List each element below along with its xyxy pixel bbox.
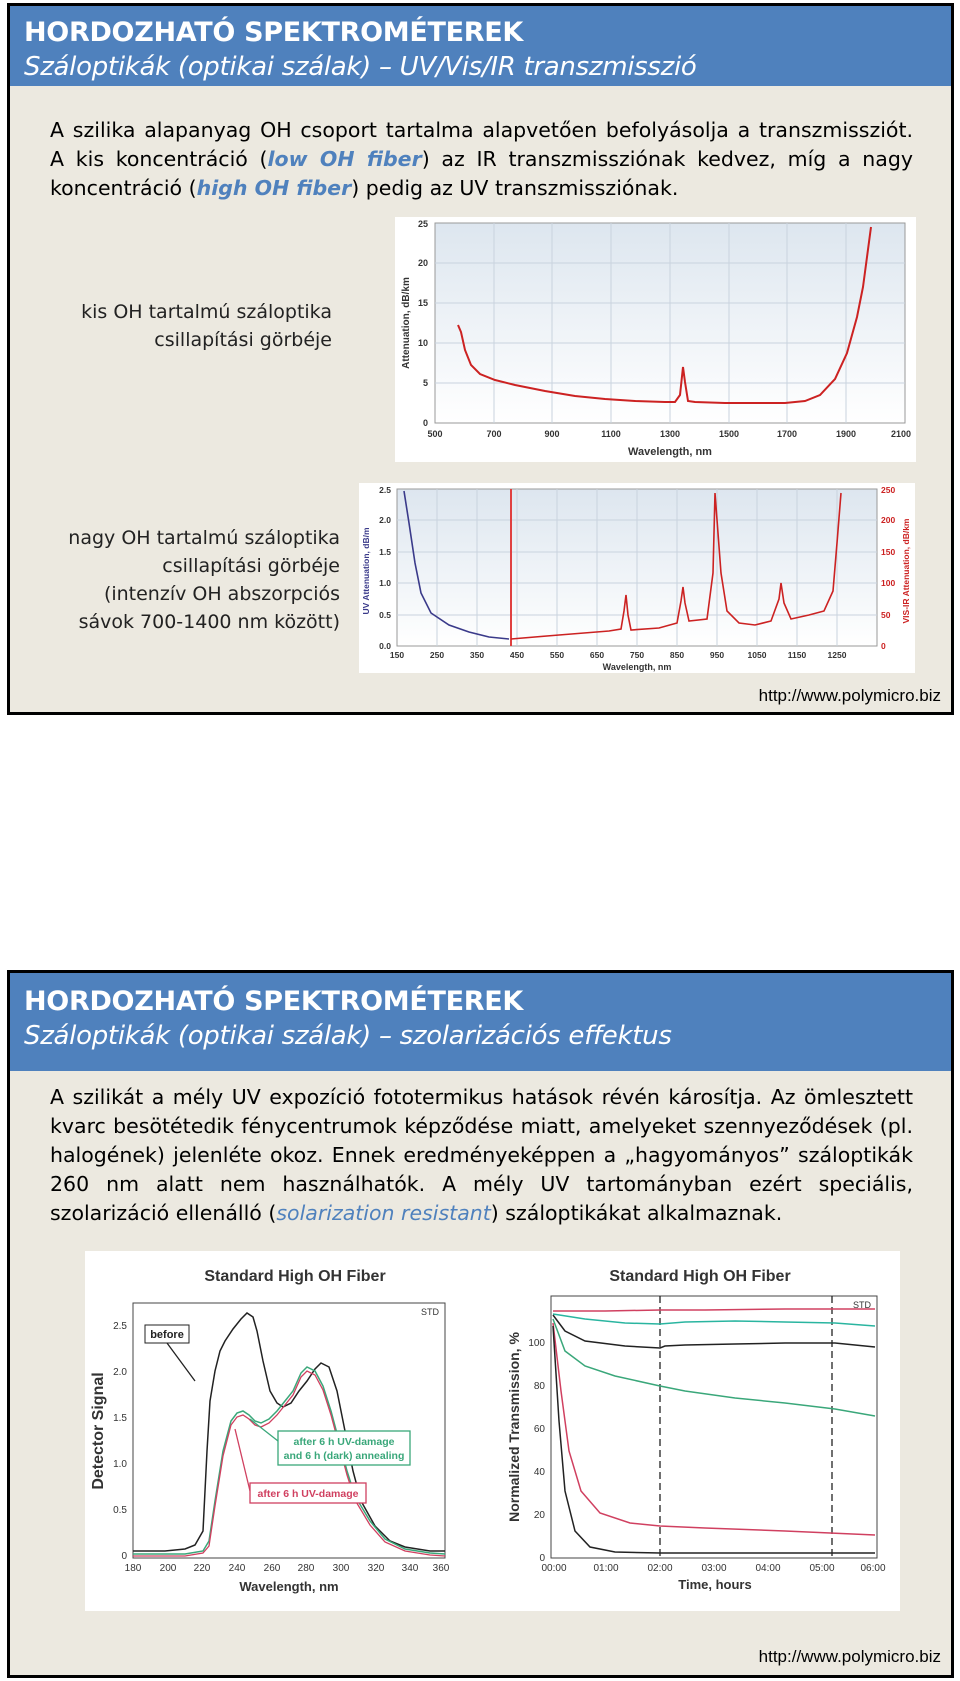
y-axis-label: Attenuation, dB/km (401, 277, 412, 369)
x-tick: 950 (709, 650, 725, 660)
y-tick: 2.5 (113, 1321, 127, 1332)
y-tick: 5 (422, 378, 428, 388)
para-text: ) pedig az UV transzmissziónak. (351, 176, 679, 200)
chart-3-corner-label: STD (421, 1307, 439, 1317)
x-tick: 1900 (835, 429, 857, 439)
x-tick: 360 (432, 1563, 450, 1574)
x-tick: 850 (669, 650, 685, 660)
y-tick-right: 150 (881, 547, 896, 557)
y-tick-left: 2.0 (379, 515, 391, 525)
y-tick: 2.0 (113, 1367, 127, 1378)
y-tick: 10 (417, 338, 428, 348)
y-tick: 20 (417, 258, 428, 268)
chart-high-oh-attenuation (359, 483, 915, 673)
y-tick: 0 (422, 418, 428, 428)
chart-4-title: Standard High OH Fiber (609, 1268, 791, 1285)
x-tick: 00:00 (541, 1563, 567, 1574)
label-anneal-line-1: after 6 h UV-damage (293, 1436, 395, 1448)
para-text: ) száloptikákat alkalmaznak. (490, 1201, 783, 1225)
x-tick: 260 (263, 1563, 281, 1574)
y-tick-right: 100 (881, 578, 896, 588)
slide-2-subtitle: Száloptikák (optikai szálak) – szolarizációs effektus (24, 1021, 672, 1051)
slide-2-title-bar (10, 973, 951, 1071)
chart-4-corner-label: STD (853, 1300, 871, 1310)
x-tick: 500 (427, 429, 443, 439)
y-axis-label: Detector Signal (90, 1372, 107, 1490)
x-tick: 01:00 (593, 1563, 619, 1574)
y-tick-left: 0.0 (379, 641, 391, 651)
x-tick: 1500 (718, 429, 740, 439)
solarization-figure (85, 1251, 900, 1611)
x-tick: 2100 (890, 429, 912, 439)
x-tick: 220 (193, 1563, 211, 1574)
y-tick-left: 2.5 (379, 485, 391, 495)
x-tick: 300 (332, 1563, 350, 1574)
x-tick: 05:00 (809, 1563, 835, 1574)
chart-detector-signal (90, 1268, 450, 1594)
y-tick: 80 (533, 1381, 545, 1392)
y-tick-right: 250 (881, 485, 896, 495)
x-tick: 200 (159, 1563, 177, 1574)
y-tick: 0 (121, 1551, 127, 1562)
x-tick: 750 (629, 650, 645, 660)
para-text: ) az IR transzmissziónak kedvez, míg a nagy koncentráció ( (50, 147, 913, 200)
y-tick: 20 (533, 1510, 545, 1521)
slide-1-title-bar (10, 6, 951, 86)
y-axis-label: Normalized Transmission, % (506, 1332, 522, 1522)
x-tick: 02:00 (647, 1563, 673, 1574)
y-tick-left: 1.0 (379, 578, 391, 588)
x-tick: 320 (367, 1563, 385, 1574)
x-tick: 1150 (787, 650, 807, 660)
x-tick: 650 (589, 650, 605, 660)
x-tick: 06:00 (860, 1563, 886, 1574)
x-tick: 340 (401, 1563, 419, 1574)
slide-1-title: HORDOZHATÓ SPEKTROMÉTEREK (24, 17, 524, 48)
x-tick: 700 (486, 429, 502, 439)
para-text: A szilika alapanyag OH csoport tartalma alapvetően befolyásolja a transzmissziót. A kis koncentráció ( (50, 118, 913, 171)
x-tick: 03:00 (701, 1563, 727, 1574)
x-tick: 04:00 (755, 1563, 781, 1574)
x-axis-label: Time, hours (678, 1577, 752, 1592)
x-tick: 550 (549, 650, 565, 660)
y-tick: 15 (417, 298, 428, 308)
y-tick: 1.5 (113, 1413, 127, 1424)
label-damage: after 6 h UV-damage (257, 1488, 359, 1500)
x-tick: 1100 (601, 429, 621, 439)
y-tick: 0.5 (113, 1505, 127, 1516)
para-text: A szilikát a mély UV expozíció fototermikus hatások révén károsítja. Az ömlesztett kvarc besötétedik fénycentrumok képződése miatt, amelyeket szennyeződések (pl. halogének) jelenléte okoz. Ennek eredményeképpen a „hagyományos” száloptikák 260 nm alatt nem használhatók. A mély UV tartományban ezért speciális, szolarizáció ellenálló ( (50, 1085, 913, 1225)
y-tick: 60 (533, 1424, 545, 1435)
slide-2-paragraph (50, 1083, 913, 1228)
slide-1-subtitle: Száloptikák (optikai szálak) – UV/Vis/IR transzmisszió (24, 52, 697, 82)
y-tick-right: 50 (881, 610, 891, 620)
chart-3-title: Standard High OH Fiber (204, 1268, 386, 1285)
highlight-solarization: solarization resistant (276, 1201, 491, 1225)
y-tick: 40 (533, 1467, 545, 1478)
slide-2-title: HORDOZHATÓ SPEKTROMÉTEREK (24, 986, 524, 1017)
y-axis-label-left: UV Attenuation, dB/m (361, 527, 371, 615)
x-axis-label: Wavelength, nm (628, 446, 712, 458)
x-tick: 1050 (747, 650, 767, 660)
y-tick-left: 0.5 (379, 610, 391, 620)
caption-high-oh: nagy OH tartalmú száloptika csillapítási görbéje (intenzív OH abszorpciós sávok 700-1400 nm között) (68, 527, 340, 633)
y-axis-label-right: VIS-IR Attenuation, dB/km (901, 518, 911, 624)
chart-low-oh-attenuation (395, 217, 916, 462)
x-tick: 180 (124, 1563, 142, 1574)
label-before: before (150, 1329, 184, 1341)
y-tick-right: 200 (881, 515, 896, 525)
x-tick: 900 (544, 429, 560, 439)
slide-1-paragraph (50, 116, 913, 203)
x-tick: 1250 (827, 650, 847, 660)
chart-normalized-transmission (506, 1268, 886, 1592)
x-tick: 1300 (659, 429, 681, 439)
y-tick-right: 0 (881, 641, 886, 651)
x-axis-label: Wavelength, nm (602, 662, 672, 672)
highlight-low-oh: low OH fiber (267, 147, 422, 171)
y-tick: 25 (417, 219, 428, 229)
x-tick: 250 (429, 650, 445, 660)
x-tick: 240 (228, 1563, 246, 1574)
x-axis-label: Wavelength, nm (239, 1579, 339, 1594)
x-tick: 1700 (776, 429, 798, 439)
slide-2 (7, 970, 954, 1678)
x-tick: 450 (509, 650, 525, 660)
x-tick: 150 (389, 650, 405, 660)
label-anneal-line-2: and 6 h (dark) annealing (283, 1450, 405, 1462)
caption-low-oh: kis OH tartalmú száloptika csillapítási görbéje (81, 301, 332, 351)
source-credit: http://www.polymicro.biz (758, 686, 941, 705)
highlight-high-oh: high OH fiber (196, 176, 352, 200)
y-tick: 0 (539, 1553, 545, 1564)
slide-1 (7, 3, 954, 715)
x-tick: 350 (469, 650, 485, 660)
source-credit: http://www.polymicro.biz (758, 1647, 941, 1666)
y-tick: 1.0 (113, 1459, 127, 1470)
x-tick: 280 (297, 1563, 315, 1574)
y-tick: 100 (528, 1338, 545, 1349)
y-tick-left: 1.5 (379, 547, 391, 557)
